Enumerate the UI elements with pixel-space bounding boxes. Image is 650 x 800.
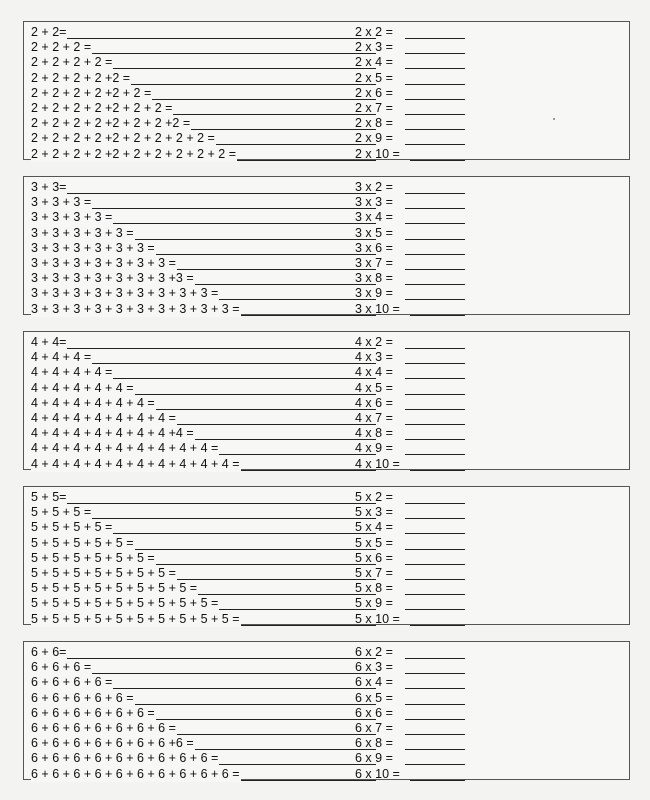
addition-expression: 2 + 2 + 2 + 2 +2 =: [31, 70, 131, 85]
addition-expression: 2 + 2 + 2 + 2 +2 + 2 =: [31, 85, 152, 100]
multiplication-expression: 6 x 2 =: [355, 645, 393, 659]
multiplication-answer-blank[interactable]: [405, 764, 465, 765]
exercise-row: [24, 426, 629, 441]
exercise-row: [24, 396, 629, 411]
addition-expression: 5 + 5 + 5 + 5 + 5 + 5 =: [31, 550, 155, 565]
multiplication-answer-blank[interactable]: [405, 68, 465, 69]
exercise-row: [24, 302, 629, 317]
addition-expression: 2 + 2 + 2 =: [31, 40, 92, 55]
exercise-row: [24, 675, 629, 690]
exercise-row: [24, 25, 629, 40]
addition-expression: 4 + 4 + 4 + 4 + 4 + 4 + 4 =: [31, 411, 176, 425]
exercise-row: [24, 751, 629, 766]
multiplication-answer-blank[interactable]: [405, 564, 465, 565]
addition-expression: 6 + 6 + 6 + 6 =: [31, 675, 113, 690]
multiplication-expression: 6 x 5 =: [355, 690, 393, 705]
multiplication-expression: 5 x 5 =: [355, 535, 393, 550]
multiplication-expression: 4 x 7 =: [355, 411, 393, 425]
multiplication-answer-blank[interactable]: [405, 424, 465, 425]
addition-expression: 2 + 2 + 2 + 2 +2 + 2 + 2 + 2 + 2 =: [31, 131, 215, 146]
multiplication-expression: 3 x 8 =: [355, 271, 393, 286]
addition-answer-blank[interactable]: [64, 38, 376, 39]
multiplication-answer-blank[interactable]: [405, 409, 465, 410]
multiplication-expression: 2 x 6 =: [355, 85, 393, 100]
addition-expression: 2 + 2 + 2 + 2 +2 + 2 + 2 +2 =: [31, 116, 191, 131]
multiplication-answer-blank[interactable]: [405, 223, 465, 224]
exercise-row: [24, 71, 629, 86]
multiplication-answer-blank[interactable]: [405, 549, 465, 550]
exercise-row: [24, 596, 629, 611]
exercise-row: [24, 55, 629, 70]
addition-answer-blank[interactable]: [64, 673, 376, 674]
multiplication-answer-blank[interactable]: [405, 269, 465, 270]
multiplication-expression: 5 x 9 =: [355, 596, 393, 611]
addition-expression: 5 + 5 + 5 + 5 + 5 + 5 + 5 =: [31, 566, 176, 580]
exercise-row: [24, 691, 629, 706]
exercise-box: [23, 331, 630, 470]
multiplication-answer-blank[interactable]: [405, 299, 465, 300]
multiplication-expression: 2 x 7 =: [355, 101, 393, 115]
addition-expression: 3 + 3 + 3 + 3 + 3 =: [31, 225, 134, 240]
multiplication-answer-blank[interactable]: [410, 625, 465, 626]
multiplication-expression: 6 x 4 =: [355, 675, 393, 690]
addition-expression: 5 + 5 + 5 + 5 + 5 + 5 + 5 + 5 + 5 =: [31, 596, 219, 611]
exercise-row: [24, 241, 629, 256]
multiplication-expression: 5 x 6 =: [355, 550, 393, 565]
exercise-row: [24, 767, 629, 782]
addition-expression: 4 + 4 + 4 + 4 + 4 + 4 + 4 +4 =: [31, 426, 194, 441]
addition-expression: 4 + 4 + 4 + 4 =: [31, 365, 113, 380]
addition-answer-blank[interactable]: [64, 53, 376, 54]
exercise-row: [24, 551, 629, 566]
addition-expression: 3 + 3 + 3 + 3 + 3 + 3 + 3 + 3 + 3 =: [31, 286, 219, 301]
multiplication-answer-blank[interactable]: [405, 114, 465, 115]
addition-expression: 4 + 4 + 4 =: [31, 350, 92, 365]
multiplication-expression: 4 x 8 =: [355, 426, 393, 441]
multiplication-expression: 3 x 3 =: [355, 195, 393, 210]
addition-expression: 2 + 2 + 2 + 2 +2 + 2 + 2 + 2 + 2 + 2 =: [31, 146, 237, 161]
exercise-row: [24, 736, 629, 751]
exercise-box: [23, 176, 630, 315]
multiplication-answer-blank[interactable]: [410, 160, 465, 161]
multiplication-expression: 6 x 8 =: [355, 736, 393, 751]
multiplication-expression: 2 x 3 =: [355, 40, 393, 55]
addition-expression: 5 + 5=: [31, 490, 67, 504]
exercise-row: [24, 536, 629, 551]
exercise-row: [24, 210, 629, 225]
addition-expression: 4 + 4 + 4 + 4 + 4 + 4 =: [31, 395, 155, 410]
exercise-row: [24, 116, 629, 131]
multiplication-answer-blank[interactable]: [405, 673, 465, 674]
multiplication-answer-blank[interactable]: [405, 704, 465, 705]
addition-answer-blank[interactable]: [64, 208, 376, 209]
multiplication-answer-blank[interactable]: [405, 533, 465, 534]
exercise-row: [24, 256, 629, 271]
exercise-row: [24, 490, 629, 505]
exercise-row: [24, 520, 629, 535]
multiplication-answer-blank[interactable]: [405, 454, 465, 455]
multiplication-expression: 3 x 10 =: [355, 301, 400, 316]
multiplication-answer-blank[interactable]: [405, 208, 465, 209]
addition-expression: 6 + 6 + 6 + 6 + 6 + 6 + 6 + 6 + 6 =: [31, 751, 219, 766]
addition-answer-blank[interactable]: [64, 348, 376, 349]
multiplication-expression: 3 x 7 =: [355, 256, 393, 270]
addition-expression: 3 + 3 + 3 =: [31, 195, 92, 210]
multiplication-expression: 5 x 7 =: [355, 566, 393, 580]
multiplication-expression: 5 x 4 =: [355, 520, 393, 535]
multiplication-expression: 6 x 3 =: [355, 660, 393, 675]
multiplication-answer-blank[interactable]: [405, 734, 465, 735]
multiplication-answer-blank[interactable]: [405, 193, 465, 194]
addition-expression: 5 + 5 + 5 =: [31, 505, 92, 520]
exercise-box: [23, 21, 630, 160]
speck: [553, 118, 555, 120]
addition-expression: 5 + 5 + 5 + 5 + 5 =: [31, 535, 134, 550]
addition-expression: 3 + 3 + 3 + 3 + 3 + 3 + 3 =: [31, 256, 176, 270]
addition-expression: 6 + 6 + 6 + 6 + 6 + 6 + 6 +6 =: [31, 736, 194, 751]
multiplication-answer-blank[interactable]: [405, 363, 465, 364]
addition-expression: 6 + 6 + 6 + 6 + 6 + 6 + 6 =: [31, 721, 176, 735]
addition-answer-blank[interactable]: [64, 503, 376, 504]
multiplication-answer-blank[interactable]: [405, 239, 465, 240]
exercise-row: [24, 457, 629, 472]
multiplication-answer-blank[interactable]: [405, 99, 465, 100]
multiplication-answer-blank[interactable]: [410, 470, 465, 471]
multiplication-answer-blank[interactable]: [405, 518, 465, 519]
multiplication-expression: 3 x 2 =: [355, 180, 393, 194]
addition-expression: 4 + 4 + 4 + 4 + 4 =: [31, 380, 134, 395]
addition-expression: 2 + 2 + 2 + 2 =: [31, 55, 113, 70]
addition-answer-blank[interactable]: [64, 193, 376, 194]
multiplication-answer-blank[interactable]: [405, 84, 465, 85]
multiplication-expression: 4 x 4 =: [355, 365, 393, 380]
exercise-row: [24, 706, 629, 721]
exercise-row: [24, 226, 629, 241]
multiplication-expression: 4 x 5 =: [355, 380, 393, 395]
exercise-row: [24, 505, 629, 520]
multiplication-answer-blank[interactable]: [405, 394, 465, 395]
addition-expression: 6 + 6 + 6 + 6 + 6 + 6 =: [31, 705, 155, 720]
multiplication-answer-blank[interactable]: [405, 749, 465, 750]
exercise-row: [24, 612, 629, 627]
exercise-row: [24, 195, 629, 210]
exercise-row: [24, 441, 629, 456]
multiplication-expression: 4 x 2 =: [355, 335, 393, 349]
addition-expression: 3 + 3 + 3 + 3 + 3 + 3 + 3 + 3 + 3 + 3 =: [31, 301, 240, 316]
multiplication-expression: 6 x 7 =: [355, 721, 393, 735]
multiplication-answer-blank[interactable]: [405, 594, 465, 595]
addition-expression: 5 + 5 + 5 + 5 =: [31, 520, 113, 535]
multiplication-answer-blank[interactable]: [405, 378, 465, 379]
multiplication-answer-blank[interactable]: [405, 609, 465, 610]
addition-answer-blank[interactable]: [64, 363, 376, 364]
multiplication-answer-blank[interactable]: [410, 315, 465, 316]
addition-expression: 3 + 3 + 3 + 3 =: [31, 210, 113, 225]
multiplication-expression: 6 x 10 =: [355, 766, 400, 781]
multiplication-expression: 2 x 10 =: [355, 146, 400, 161]
addition-answer-blank[interactable]: [64, 658, 376, 659]
multiplication-expression: 3 x 4 =: [355, 210, 393, 225]
multiplication-answer-blank[interactable]: [405, 579, 465, 580]
addition-answer-blank[interactable]: [64, 518, 376, 519]
multiplication-expression: 3 x 6 =: [355, 240, 393, 255]
multiplication-expression: 6 x 6 =: [355, 705, 393, 720]
exercise-row: [24, 271, 629, 286]
multiplication-expression: 2 x 5 =: [355, 70, 393, 85]
addition-expression: 4 + 4 + 4 + 4 + 4 + 4 + 4 + 4 + 4 + 4 =: [31, 456, 240, 471]
exercise-row: [24, 660, 629, 675]
exercise-row: [24, 350, 629, 365]
multiplication-expression: 6 x 9 =: [355, 751, 393, 766]
addition-expression: 3 + 3 + 3 + 3 + 3 + 3 + 3 +3 =: [31, 271, 194, 286]
multiplication-expression: 5 x 8 =: [355, 581, 393, 596]
addition-expression: 4 + 4 + 4 + 4 + 4 + 4 + 4 + 4 + 4 =: [31, 441, 219, 456]
multiplication-answer-blank[interactable]: [405, 284, 465, 285]
addition-expression: 6 + 6 + 6 =: [31, 660, 92, 675]
exercise-row: [24, 411, 629, 426]
exercise-row: [24, 381, 629, 396]
multiplication-answer-blank[interactable]: [405, 348, 465, 349]
addition-expression: 2 + 2=: [31, 25, 67, 39]
addition-expression: 5 + 5 + 5 + 5 + 5 + 5 + 5 + 5 + 5 + 5 =: [31, 611, 240, 626]
multiplication-answer-blank[interactable]: [405, 688, 465, 689]
multiplication-answer-blank[interactable]: [405, 658, 465, 659]
multiplication-answer-blank[interactable]: [410, 780, 465, 781]
multiplication-expression: 2 x 4 =: [355, 55, 393, 70]
multiplication-answer-blank[interactable]: [405, 503, 465, 504]
multiplication-expression: 5 x 2 =: [355, 490, 393, 504]
exercise-row: [24, 365, 629, 380]
exercise-row: [24, 131, 629, 146]
addition-expression: 3 + 3=: [31, 180, 67, 194]
multiplication-expression: 4 x 6 =: [355, 395, 393, 410]
multiplication-expression: 4 x 3 =: [355, 350, 393, 365]
multiplication-expression: 2 x 2 =: [355, 25, 393, 39]
multiplication-expression: 3 x 5 =: [355, 225, 393, 240]
multiplication-answer-blank[interactable]: [405, 719, 465, 720]
multiplication-expression: 2 x 8 =: [355, 116, 393, 131]
multiplication-answer-blank[interactable]: [405, 38, 465, 39]
multiplication-expression: 3 x 9 =: [355, 286, 393, 301]
addition-expression: 4 + 4=: [31, 335, 67, 349]
exercise-box: [23, 486, 630, 625]
exercise-row: [24, 286, 629, 301]
addition-expression: 5 + 5 + 5 + 5 + 5 + 5 + 5 + 5 =: [31, 581, 198, 596]
addition-expression: 6 + 6=: [31, 645, 67, 659]
exercise-row: [24, 335, 629, 350]
multiplication-answer-blank[interactable]: [405, 53, 465, 54]
multiplication-answer-blank[interactable]: [405, 129, 465, 130]
addition-expression: 6 + 6 + 6 + 6 + 6 + 6 + 6 + 6 + 6 + 6 =: [31, 766, 240, 781]
multiplication-expression: 4 x 9 =: [355, 441, 393, 456]
addition-expression: 3 + 3 + 3 + 3 + 3 + 3 =: [31, 240, 155, 255]
exercise-row: [24, 101, 629, 116]
exercise-row: [24, 147, 629, 162]
exercise-row: [24, 581, 629, 596]
exercise-row: [24, 721, 629, 736]
multiplication-answer-blank[interactable]: [405, 144, 465, 145]
multiplication-answer-blank[interactable]: [405, 254, 465, 255]
multiplication-expression: 4 x 10 =: [355, 456, 400, 471]
exercise-row: [24, 86, 629, 101]
exercise-row: [24, 566, 629, 581]
multiplication-expression: 2 x 9 =: [355, 131, 393, 146]
exercise-row: [24, 180, 629, 195]
multiplication-expression: 5 x 3 =: [355, 505, 393, 520]
exercise-row: [24, 645, 629, 660]
exercise-row: [24, 40, 629, 55]
multiplication-expression: 5 x 10 =: [355, 611, 400, 626]
exercise-box: [23, 641, 630, 780]
addition-expression: 6 + 6 + 6 + 6 + 6 =: [31, 690, 134, 705]
addition-expression: 2 + 2 + 2 + 2 +2 + 2 + 2 =: [31, 101, 173, 115]
multiplication-answer-blank[interactable]: [405, 439, 465, 440]
